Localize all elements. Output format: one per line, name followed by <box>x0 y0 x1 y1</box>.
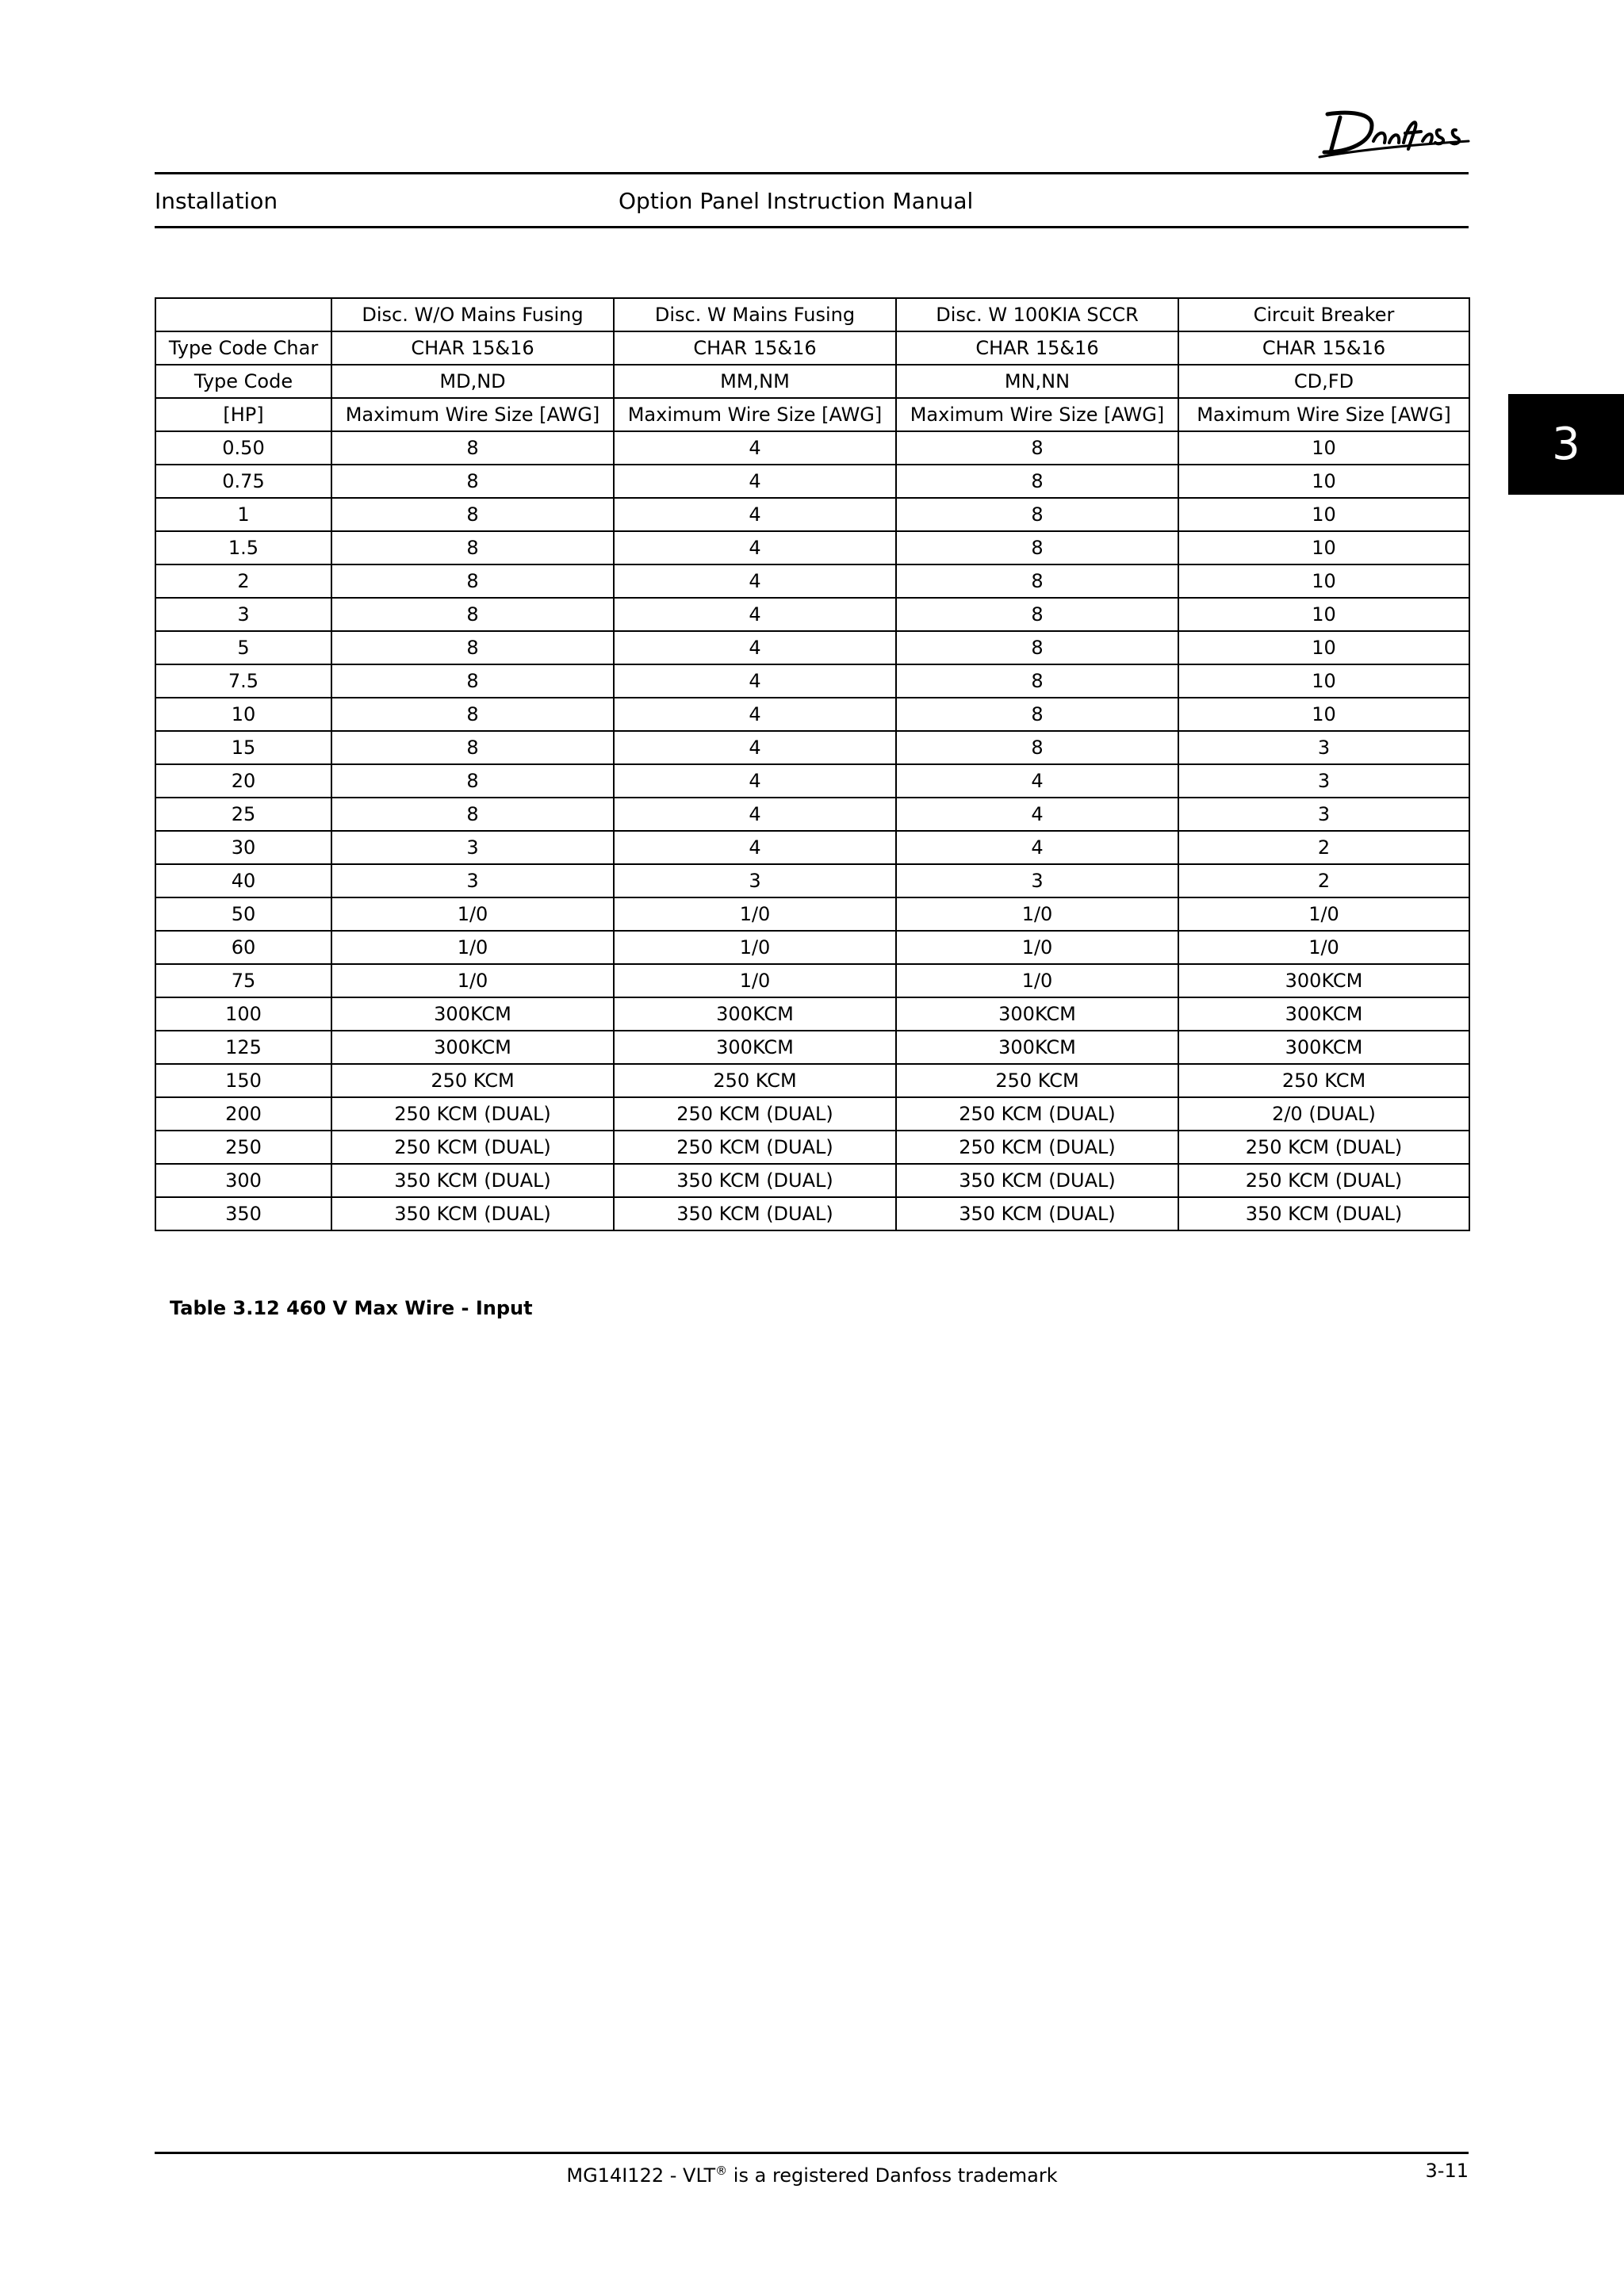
table-cell: 250 KCM (DUAL) <box>896 1097 1178 1131</box>
table-cell: 300KCM <box>331 1031 614 1064</box>
table-cell: 8 <box>896 531 1178 564</box>
footer-doc-prefix: MG14I122 - VLT <box>566 2164 716 2187</box>
table-cell: 350 KCM (DUAL) <box>331 1164 614 1197</box>
table-row <box>155 564 1469 598</box>
table-cell: 1/0 <box>896 897 1178 931</box>
chapter-tab: 3 <box>1508 394 1624 495</box>
table-cell: 300KCM <box>1178 997 1469 1031</box>
table-cell: 10 <box>1178 598 1469 631</box>
table-cell: 10 <box>1178 631 1469 664</box>
page-number: 3-11 <box>1425 2160 1469 2182</box>
table-cell: Maximum Wire Size [AWG] <box>614 398 896 431</box>
table-row <box>155 864 1469 897</box>
table-cell: 3 <box>1178 764 1469 798</box>
footer-doc-suffix: is a registered Danfoss trademark <box>727 2164 1058 2187</box>
table-cell: 300KCM <box>1178 964 1469 997</box>
table-cell: 200 <box>155 1097 331 1131</box>
table-cell: 4 <box>614 498 896 531</box>
table-row <box>155 798 1469 831</box>
table-cell: 3 <box>614 864 896 897</box>
table-cell: 8 <box>331 531 614 564</box>
table-row <box>155 531 1469 564</box>
footer-trademark <box>0 2156 1624 2190</box>
table-cell: Disc. W/O Mains Fusing <box>331 298 614 331</box>
table-cell: 2 <box>155 564 331 598</box>
table-cell: 4 <box>896 798 1178 831</box>
table-cell: 8 <box>896 465 1178 498</box>
table-cell: 4 <box>614 531 896 564</box>
table-row <box>155 764 1469 798</box>
table-cell: 4 <box>614 731 896 764</box>
table-cell: 100 <box>155 997 331 1031</box>
table-cell: 15 <box>155 731 331 764</box>
table-cell: 40 <box>155 864 331 897</box>
table-cell: 2/0 (DUAL) <box>1178 1097 1469 1131</box>
table-cell: 4 <box>614 764 896 798</box>
table-header-row <box>155 331 1469 365</box>
table-cell: Type Code <box>155 365 331 398</box>
table-cell: 60 <box>155 931 331 964</box>
table-cell: 8 <box>331 498 614 531</box>
max-wire-table-body <box>155 298 1469 1230</box>
danfoss-logo <box>1316 106 1473 163</box>
table-cell: 8 <box>331 598 614 631</box>
table-cell: Maximum Wire Size [AWG] <box>331 398 614 431</box>
header-rule-bottom <box>155 226 1469 228</box>
table-row <box>155 731 1469 764</box>
table-cell: 250 KCM (DUAL) <box>614 1131 896 1164</box>
table-cell: 8 <box>331 698 614 731</box>
table-row <box>155 1131 1469 1164</box>
table-cell: 300 <box>155 1164 331 1197</box>
table-cell: MM,NM <box>614 365 896 398</box>
table-cell: 4 <box>896 764 1178 798</box>
table-cell: 8 <box>331 764 614 798</box>
table-cell: 8 <box>896 498 1178 531</box>
table-cell: 8 <box>896 431 1178 465</box>
table-cell: Type Code Char <box>155 331 331 365</box>
table-cell: 10 <box>1178 698 1469 731</box>
table-cell: 350 KCM (DUAL) <box>1178 1197 1469 1230</box>
table-cell: 1/0 <box>331 931 614 964</box>
table-cell: 4 <box>614 465 896 498</box>
table-cell: 8 <box>896 564 1178 598</box>
table-cell: 8 <box>331 631 614 664</box>
table-cell: 3 <box>331 864 614 897</box>
table-header-row <box>155 298 1469 331</box>
table-row <box>155 1164 1469 1197</box>
table-header-row <box>155 365 1469 398</box>
table-cell: 4 <box>614 698 896 731</box>
table-cell: 4 <box>614 664 896 698</box>
table-cell: CHAR 15&16 <box>896 331 1178 365</box>
table-cell: 3 <box>1178 731 1469 764</box>
table-cell: 20 <box>155 764 331 798</box>
table-cell: 8 <box>331 465 614 498</box>
table-cell: 8 <box>896 731 1178 764</box>
table-cell: 350 KCM (DUAL) <box>331 1197 614 1230</box>
table-cell: 10 <box>1178 564 1469 598</box>
table-cell: 300KCM <box>896 997 1178 1031</box>
table-cell: 250 <box>155 1131 331 1164</box>
table-row <box>155 1097 1469 1131</box>
table-row <box>155 1064 1469 1097</box>
table-cell: Circuit Breaker <box>1178 298 1469 331</box>
table-cell: 350 KCM (DUAL) <box>896 1164 1178 1197</box>
table-cell: CHAR 15&16 <box>1178 331 1469 365</box>
table-cell: 300KCM <box>896 1031 1178 1064</box>
table-cell: MN,NN <box>896 365 1178 398</box>
table-cell: 1/0 <box>614 931 896 964</box>
table-cell: 7.5 <box>155 664 331 698</box>
table-cell: 4 <box>614 798 896 831</box>
table-row <box>155 631 1469 664</box>
table-cell <box>155 298 331 331</box>
table-row <box>155 664 1469 698</box>
table-cell: 75 <box>155 964 331 997</box>
table-cell: 250 KCM <box>614 1064 896 1097</box>
table-cell: 8 <box>896 631 1178 664</box>
table-row <box>155 498 1469 531</box>
table-cell: 8 <box>331 431 614 465</box>
table-cell: CHAR 15&16 <box>331 331 614 365</box>
table-cell: 30 <box>155 831 331 864</box>
table-cell: 4 <box>614 431 896 465</box>
max-wire-table <box>155 297 1470 1231</box>
table-row <box>155 831 1469 864</box>
table-row <box>155 964 1469 997</box>
table-cell: 25 <box>155 798 331 831</box>
table-cell: 8 <box>896 598 1178 631</box>
table-cell: 250 KCM (DUAL) <box>331 1131 614 1164</box>
table-cell: 8 <box>896 698 1178 731</box>
table-cell: 125 <box>155 1031 331 1064</box>
table-cell: 250 KCM (DUAL) <box>1178 1164 1469 1197</box>
table-cell: 10 <box>1178 664 1469 698</box>
table-cell: 10 <box>1178 431 1469 465</box>
table-cell: 4 <box>614 564 896 598</box>
table-cell: 250 KCM <box>1178 1064 1469 1097</box>
table-cell: 0.50 <box>155 431 331 465</box>
table-cell: 8 <box>331 664 614 698</box>
table-cell: 1/0 <box>331 964 614 997</box>
table-cell: Maximum Wire Size [AWG] <box>896 398 1178 431</box>
table-cell: 8 <box>896 664 1178 698</box>
table-cell: 4 <box>614 631 896 664</box>
table-cell: 1/0 <box>1178 931 1469 964</box>
table-cell: 1.5 <box>155 531 331 564</box>
table-cell: 3 <box>155 598 331 631</box>
table-caption: Table 3.12 460 V Max Wire - Input <box>170 1297 533 1319</box>
table-row <box>155 931 1469 964</box>
table-cell: CHAR 15&16 <box>614 331 896 365</box>
table-cell: 1/0 <box>896 964 1178 997</box>
table-cell: 4 <box>614 831 896 864</box>
table-cell: 1/0 <box>896 931 1178 964</box>
table-cell: 250 KCM (DUAL) <box>896 1131 1178 1164</box>
table-cell: 0.75 <box>155 465 331 498</box>
table-cell: 350 <box>155 1197 331 1230</box>
table-cell: 10 <box>1178 465 1469 498</box>
table-cell: 300KCM <box>614 1031 896 1064</box>
table-row <box>155 698 1469 731</box>
table-row <box>155 465 1469 498</box>
table-cell: 1/0 <box>614 964 896 997</box>
table-cell: 8 <box>331 798 614 831</box>
table-cell: MD,ND <box>331 365 614 398</box>
table-cell: Disc. W 100KIA SCCR <box>896 298 1178 331</box>
table-row <box>155 897 1469 931</box>
table-cell: 50 <box>155 897 331 931</box>
table-row <box>155 997 1469 1031</box>
table-cell: 2 <box>1178 864 1469 897</box>
table-cell: 350 KCM (DUAL) <box>896 1197 1178 1230</box>
table-cell: 300KCM <box>331 997 614 1031</box>
table-cell: 150 <box>155 1064 331 1097</box>
table-cell: 350 KCM (DUAL) <box>614 1164 896 1197</box>
table-cell: 3 <box>1178 798 1469 831</box>
table-cell: 1/0 <box>1178 897 1469 931</box>
table-cell: 8 <box>331 564 614 598</box>
table-cell: 300KCM <box>614 997 896 1031</box>
registered-mark: ® <box>715 2164 728 2178</box>
table-cell: 3 <box>331 831 614 864</box>
table-cell: 8 <box>331 731 614 764</box>
table-cell: CD,FD <box>1178 365 1469 398</box>
section-name: Installation <box>155 188 278 214</box>
table-cell: 250 KCM (DUAL) <box>1178 1131 1469 1164</box>
table-cell: 5 <box>155 631 331 664</box>
table-cell: 350 KCM (DUAL) <box>614 1197 896 1230</box>
table-cell: 250 KCM (DUAL) <box>614 1097 896 1131</box>
table-cell: 4 <box>614 598 896 631</box>
table-cell: 250 KCM (DUAL) <box>331 1097 614 1131</box>
table-cell: 2 <box>1178 831 1469 864</box>
table-header-row <box>155 398 1469 431</box>
table-cell: 1/0 <box>614 897 896 931</box>
table-row <box>155 598 1469 631</box>
table-cell: [HP] <box>155 398 331 431</box>
table-cell: 250 KCM <box>331 1064 614 1097</box>
table-cell: Maximum Wire Size [AWG] <box>1178 398 1469 431</box>
table-cell: Disc. W Mains Fusing <box>614 298 896 331</box>
table-cell: 10 <box>1178 531 1469 564</box>
table-row <box>155 431 1469 465</box>
table-cell: 1 <box>155 498 331 531</box>
table-cell: 1/0 <box>331 897 614 931</box>
table-cell: 250 KCM <box>896 1064 1178 1097</box>
table-row <box>155 1031 1469 1064</box>
table-cell: 3 <box>896 864 1178 897</box>
table-cell: 10 <box>1178 498 1469 531</box>
header-rule <box>155 172 1469 174</box>
footer-rule <box>155 2152 1469 2154</box>
manual-title: Option Panel Instruction Manual <box>619 188 974 214</box>
table-cell: 4 <box>896 831 1178 864</box>
table-cell: 10 <box>155 698 331 731</box>
table-cell: 300KCM <box>1178 1031 1469 1064</box>
table-row <box>155 1197 1469 1230</box>
